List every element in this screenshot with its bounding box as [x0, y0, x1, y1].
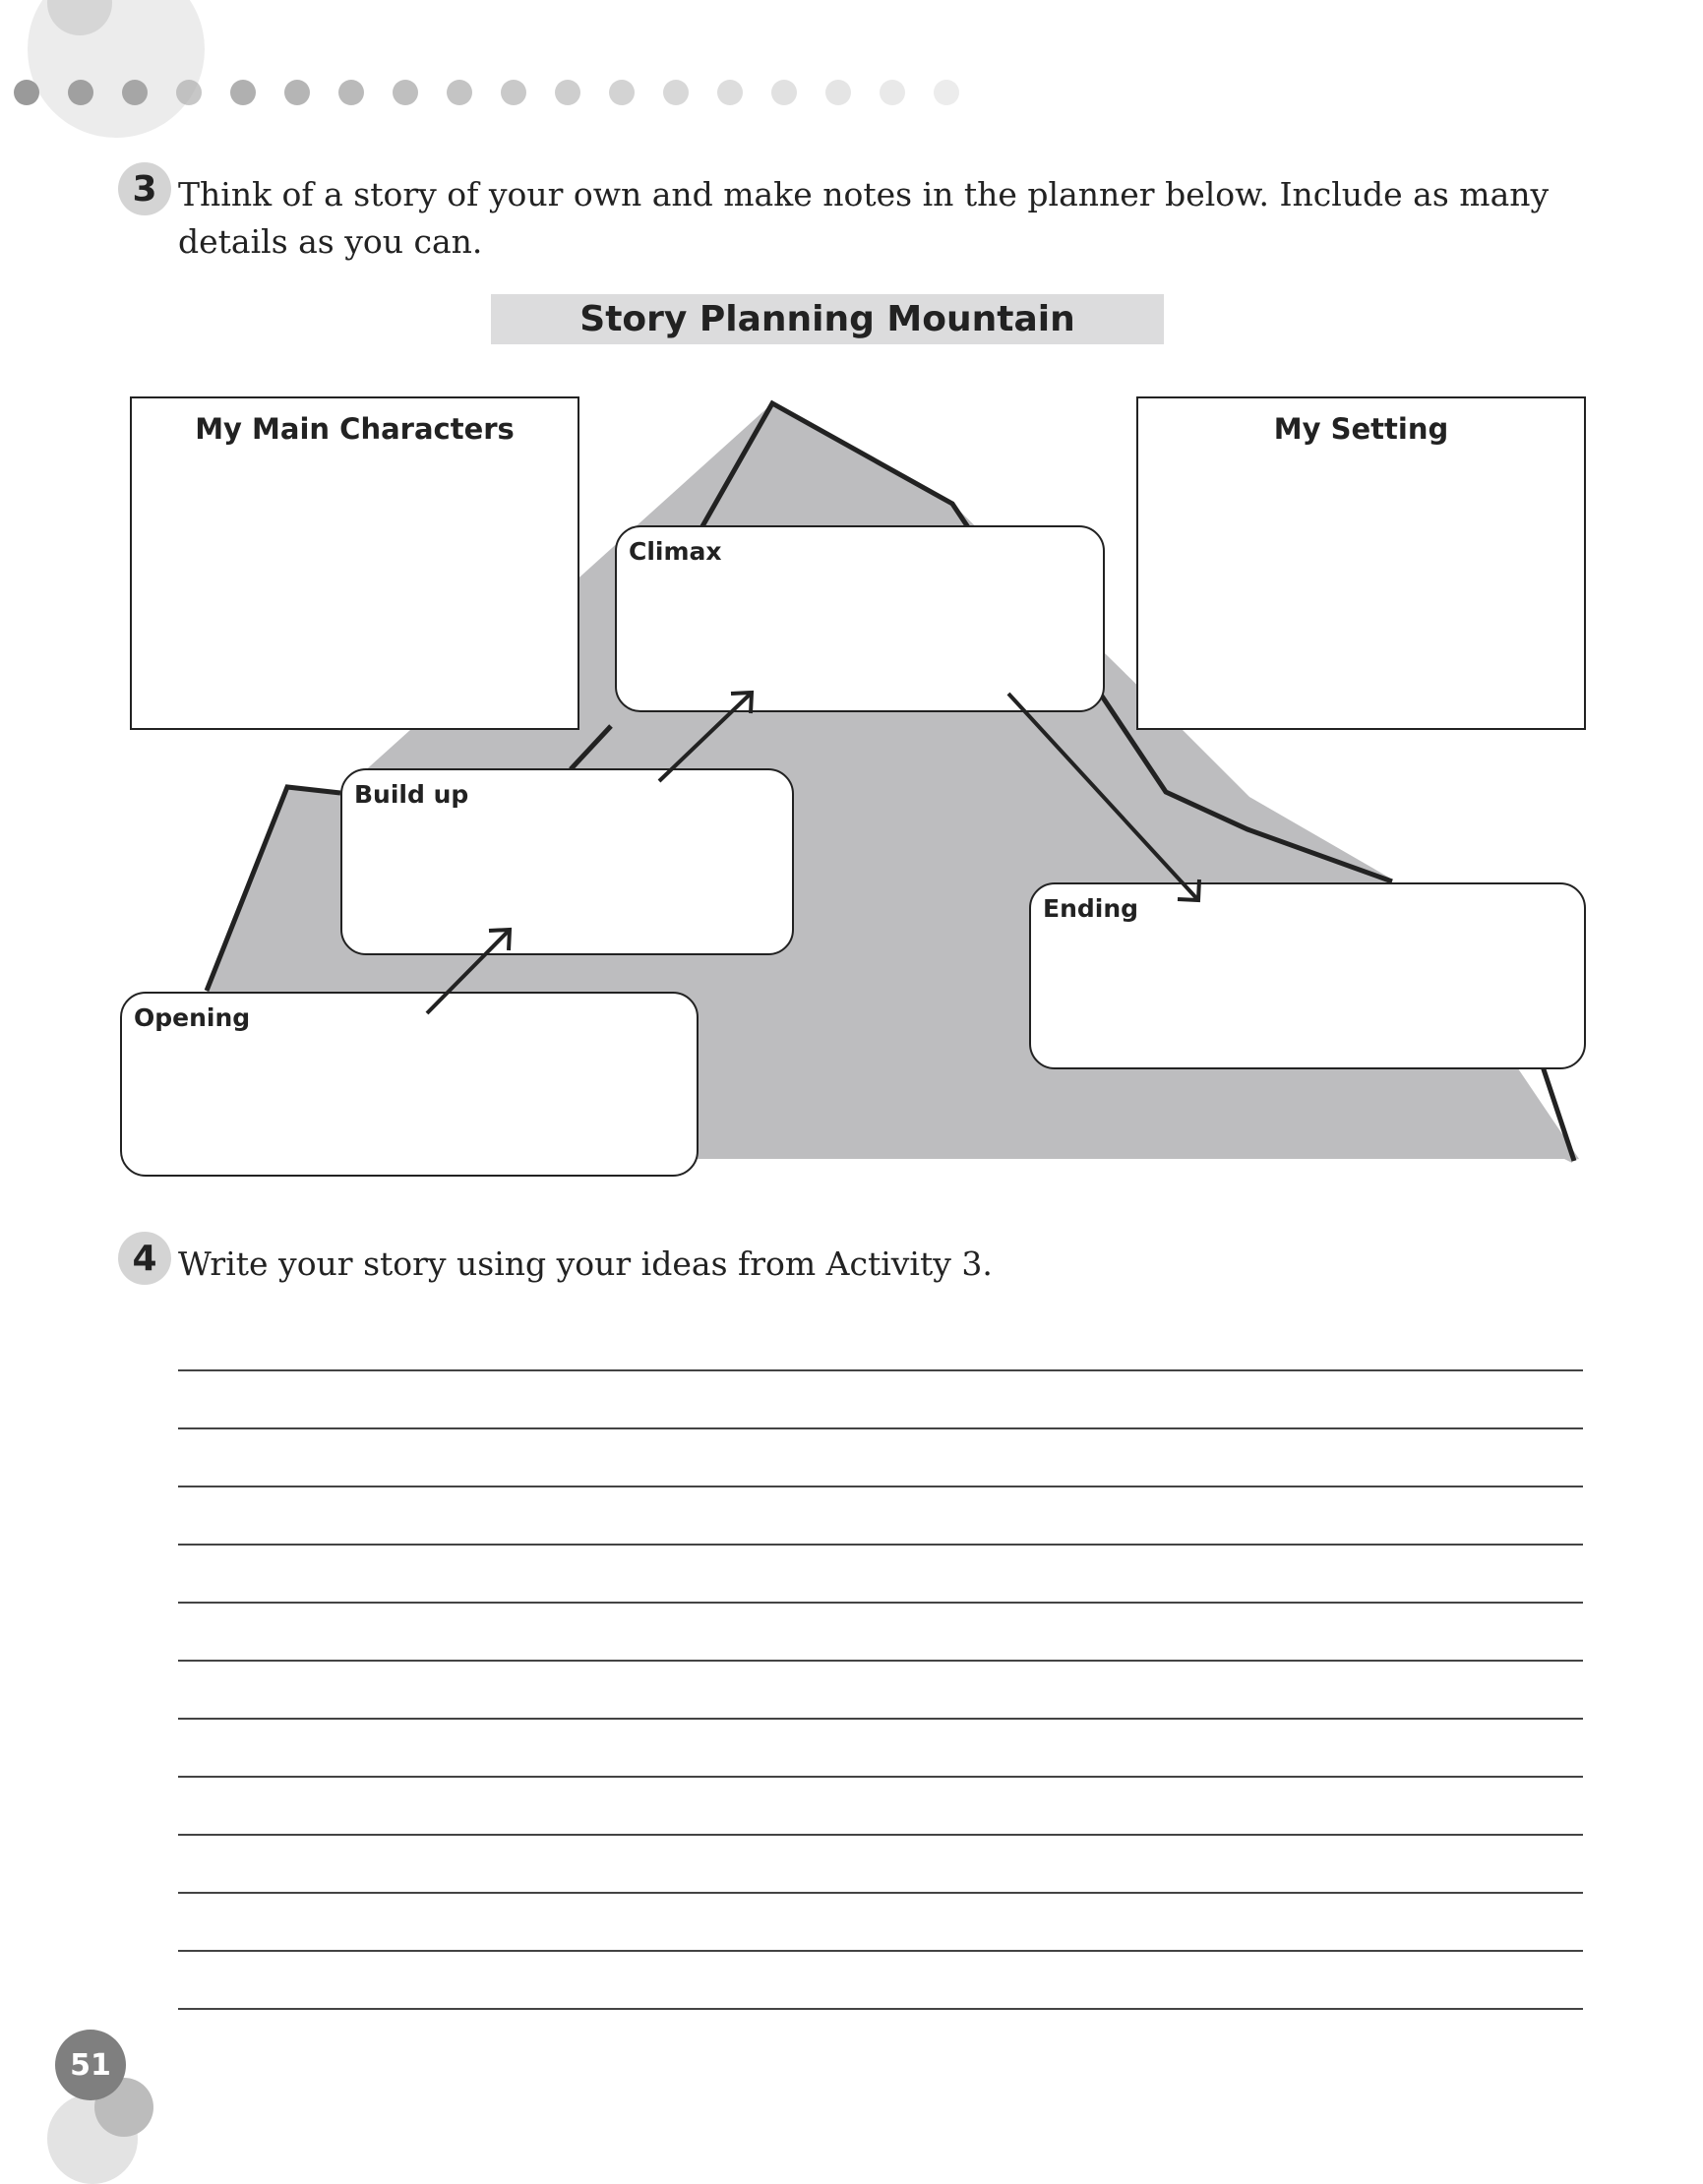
arrow-buildup-to-climax — [659, 693, 752, 781]
writing-line[interactable] — [178, 1427, 1583, 1429]
writing-line[interactable] — [178, 1892, 1583, 1894]
writing-line[interactable] — [178, 2008, 1583, 2010]
activity-3-number: 3 — [118, 162, 171, 215]
activity-3-instruction: Think of a story of your own and make notes in the planner below. Include as many details as you can. — [178, 175, 1550, 261]
writing-line[interactable] — [178, 1544, 1583, 1546]
opening-label: Opening — [134, 1003, 251, 1032]
arrow-climax-to-ending — [1008, 694, 1199, 900]
activity-4-instruction: Write your story using your ideas from Activity 3. — [178, 1244, 993, 1283]
writing-line[interactable] — [178, 1486, 1583, 1487]
page-number: 51 — [55, 2030, 126, 2100]
writing-line[interactable] — [178, 1660, 1583, 1662]
planner-title: Story Planning Mountain — [491, 294, 1164, 344]
writing-line[interactable] — [178, 1369, 1583, 1371]
activity-4-number: 4 — [118, 1232, 171, 1285]
writing-line[interactable] — [178, 1834, 1583, 1836]
buildup-label: Build up — [354, 780, 469, 809]
ending-label: Ending — [1043, 894, 1139, 923]
setting-label: My Setting — [1273, 412, 1449, 446]
climax-label: Climax — [629, 537, 722, 566]
writing-line[interactable] — [178, 1602, 1583, 1604]
arrow-opening-to-buildup — [427, 930, 510, 1013]
writing-line[interactable] — [178, 1776, 1583, 1778]
writing-line[interactable] — [178, 1950, 1583, 1952]
main-characters-label: My Main Characters — [195, 412, 515, 446]
writing-line[interactable] — [178, 1718, 1583, 1720]
